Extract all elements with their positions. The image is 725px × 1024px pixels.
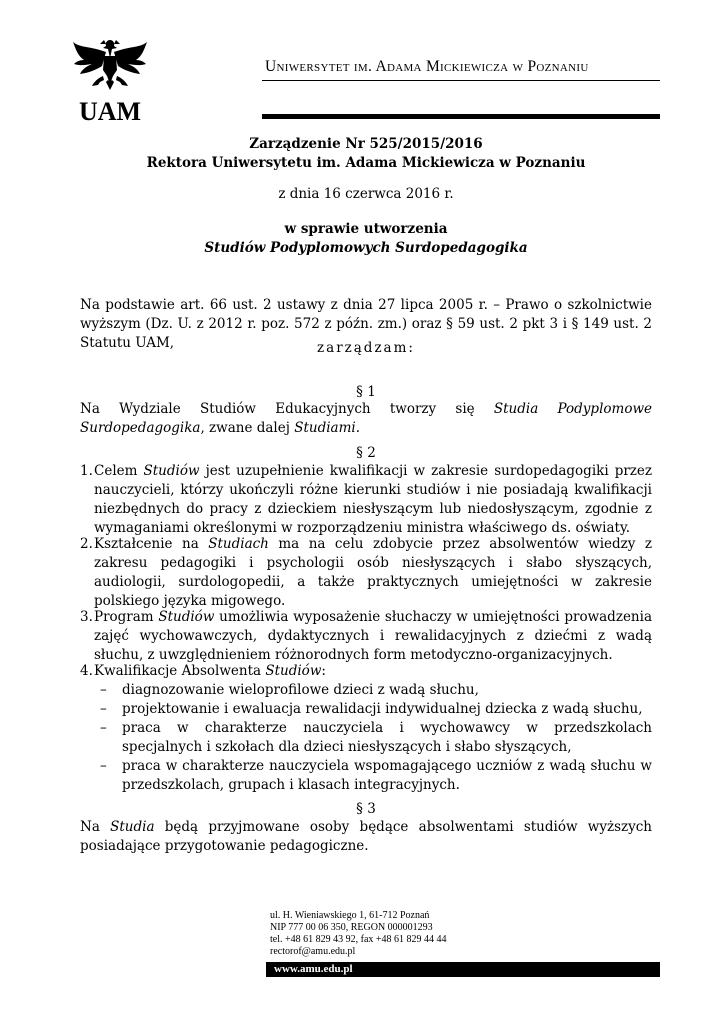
section-2-heading: § 2 <box>356 445 376 461</box>
decree-number: Zarządzenie Nr 525/2015/2016 <box>249 136 483 152</box>
decree-date: z dnia 16 czerwca 2016 r. <box>278 186 454 202</box>
footer-contact <box>270 910 447 958</box>
subject-line-2: Studiów Podyplomowych Surdopedagogika <box>204 240 528 256</box>
university-name <box>265 58 589 76</box>
university-logo <box>70 32 150 124</box>
section-2-item-4: 4. Kwalifikacje Absolwenta Studiów: <box>80 663 326 679</box>
header-rule-thick <box>262 114 660 119</box>
footer-phone: tel. +48 61 829 43 92, fax +48 61 829 44 44 <box>270 934 447 945</box>
subject-line-1: w sprawie utworzenia <box>284 221 448 237</box>
footer-website-bar <box>266 962 660 977</box>
footer-ids: NIP 777 00 06 350, REGON 000001293 <box>270 922 433 933</box>
section-2-item-3: 3. Program Studiów umożliwia wyposażenie słuchaczy w umiejętności prowadzenia zajęć wychowawczych, dydaktycznych i rewalidacyjnych z dziećmi z wadą słuchu, z uwzględnieniem różnorodnych form metodyczno-organizacyjnych. <box>80 609 652 663</box>
university-name-text: Uniwersytet im. Adama Mickiewicza w Poznaniu <box>265 58 589 75</box>
qualification-item: – diagnozowanie wieloprofilowe dzieci z wadą słuchu, <box>100 682 479 698</box>
decree-word: zarządzam: <box>317 340 415 356</box>
decree-issuer: Rektora Uniwersytetu im. Adama Mickiewicza w Poznaniu <box>146 155 586 171</box>
section-2-item-1: 1. Celem Studiów jest uzupełnienie kwalifikacji w zakresie surdopedagogiki przez nauczycieli, którzy ukończyli różne kierunki studiów i nie posiadają kwalifikacji niezbędnych do pracy z dzieckiem niesłyszącym lub niedosłyszącym, zgodnie z wymaganiami określonymi w rozporządzeniu ministra właściwego ds. oświaty. <box>80 463 653 536</box>
footer-email[interactable]: rectorof@amu.edu.pl <box>270 946 356 957</box>
svg-text:UAM: UAM <box>78 97 142 124</box>
qualification-item: – praca w charakterze nauczyciela wspomagającego uczniów z wadą słuchu w przedszkolach, grupach i klasach integracyjnych. <box>100 758 652 793</box>
preamble-text: Na podstawie art. 66 ust. 2 ustawy z dnia 27 lipca 2005 r. – Prawo o szkolnictwie wyższym (Dz. U. z 2012 r. poz. 572 z późn. zm.) oraz § 59 ust. 2 pkt 3 i § 149 ust. 2 Statutu UAM, <box>80 297 652 351</box>
section-2-item-2: 2. Kształcenie na Studiach ma na celu zdobycie przez absolwentów wiedzy z zakresu pedagogiki i psychologii osób niesłyszących i słabo słyszących, audiologii, surdologopedii, a także praktycznych umiejętności w zakresie polskiego języka migowego. <box>80 536 652 609</box>
section-3-text: Na Studia będą przyjmowane osoby będące absolwentami studiów wyższych posiadające przygotowanie pedagogiczne. <box>80 819 652 854</box>
header-rule-thin <box>262 80 660 81</box>
qualification-item: – projektowanie i ewaluacja rewalidacji indywidualnej dziecka z wadą słuchu, <box>100 701 643 717</box>
qualification-item: – praca w charakterze nauczyciela i wychowawcy w przedszkolach specjalnych i szkołach dla dzieci niesłyszących i słabo słyszących, <box>100 720 652 755</box>
section-1-text: Na Wydziale Studiów Edukacyjnych tworzy się Studia Podyplomowe Surdopedagogika, zwane dalej Studiami. <box>80 401 652 436</box>
section-3-heading: § 3 <box>356 801 376 817</box>
footer-address: ul. H. Wieniawskiego 1, 61-712 Poznań <box>270 910 430 921</box>
footer-website-link[interactable]: www.amu.edu.pl <box>274 963 353 975</box>
eagle-emblem-icon <box>70 32 150 124</box>
section-1-heading: § 1 <box>356 384 376 400</box>
